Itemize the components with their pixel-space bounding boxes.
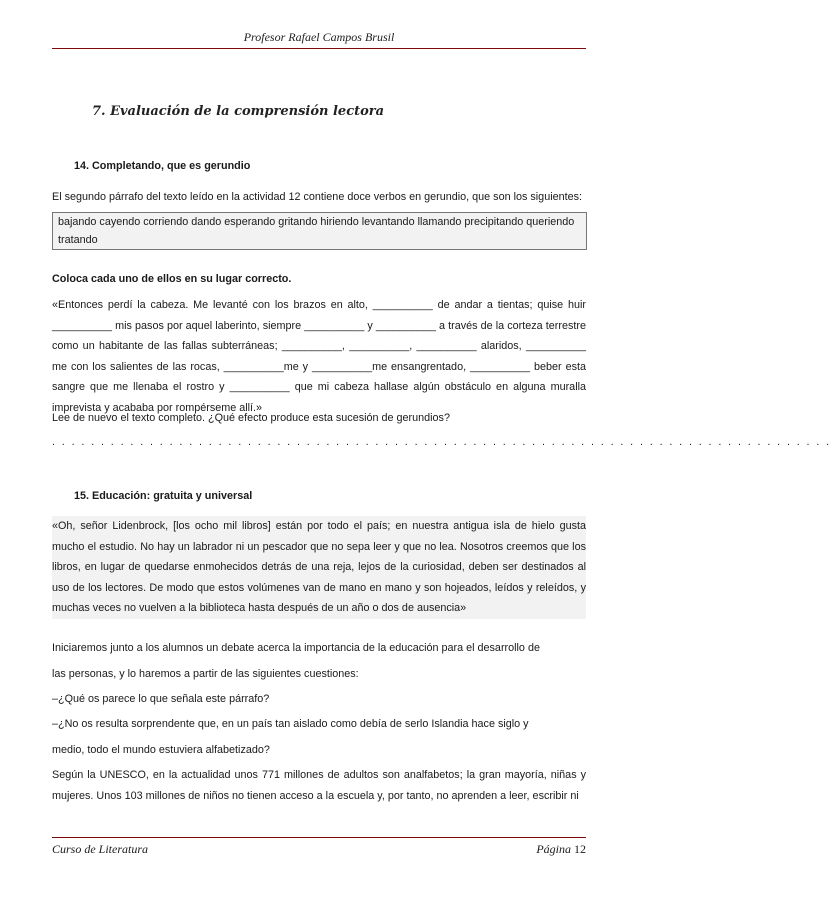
gerund-box-line-2: tratando [58, 234, 98, 246]
gerund-box [52, 212, 587, 250]
page-number: 12 [574, 842, 586, 856]
q15-quote: «Oh, señor Lidenbrock, [los ocho mil libros] están por todo el país; en nuestra antigua isla de hielo gusta mucho el estudio. No hay un labrador ni un pescador que no sepa leer y que no lea. Nosotros creemos que los libros, en lugar de quedarse enmohecidos detrás de una reja, lejos de la curiosidad, deben ser destinados al uso de los lectores. De modo que estos volúmenes van de mano en mano y son hojeados, leídos y releídos, y muchas veces no vuelven a la biblioteca hasta después de un año o dos de ausencia» [52, 516, 586, 619]
q14-question: Lee de nuevo el texto completo. ¿Qué efecto produce esta sucesión de gerundios? [52, 412, 450, 424]
answer-dots: . . . . . . . . . . . . . . . . . . . . . . . . . . . . . . . . . . . . . . . . . . . . . . . . . . . . . . . . . . . . . . . . . . . . . . . . . . . . . . . . [52, 436, 831, 448]
q15-paragraph-1: Iniciaremos junto a los alumnos un debate acerca la importancia de la educación para el desarrollo de [52, 642, 540, 654]
q15-question-1: –¿Qué os parece lo que señala este párrafo? [52, 693, 270, 705]
footer-rule [52, 837, 586, 838]
q14-instruction: Coloca cada uno de ellos en su lugar correcto. [52, 273, 292, 285]
q14-intro: El segundo párrafo del texto leído en la actividad 12 contiene doce verbos en gerundio, que son los siguientes: [52, 191, 583, 203]
q15-question-2: –¿No os resulta sorprendente que, en un país tan aislado como debía de serlo Islandia hace siglo y [52, 718, 529, 730]
gerund-box-line-1: bajando cayendo corriendo dando esperando gritando hiriendo levantando llamando precipitando queriendo [58, 216, 575, 228]
page-label: Página [536, 842, 571, 856]
q14-heading: 14. Completando, que es gerundio [74, 160, 251, 172]
q15-heading: 15. Educación: gratuita y universal [74, 490, 253, 502]
header-rule [52, 48, 586, 49]
footer-page [536, 842, 586, 857]
page-header: Profesor Rafael Campos Brusil [243, 30, 395, 44]
q15-unesco-paragraph: Según la UNESCO, en la actualidad unos 771 millones de adultos son analfabetos; la gran mayoría, niñas y mujeres. Unos 103 millones de niños no tienen acceso a la escuela y, por tanto, no aprenden a leer, escribir ni [52, 769, 586, 802]
q14-passage: «Entonces perdí la cabeza. Me levanté con los brazos en alto, __________ de andar a tientas; quise huir __________ mis pasos por aquel laberinto, siempre __________ y __________ a través de la corteza terrestre como un habitante de las fallas subterráneas; __________, __________, __________ alaridos, __________ me con los salientes de las rocas, __________me y __________me ensangrentado, __________ beber esta sangre que me llenaba el rostro y __________ que mi cabeza hallase algún obstáculo en alguna muralla imprevista y acababa por rompérseme allí.» [52, 299, 586, 414]
footer-course: Curso de Literatura [52, 842, 149, 856]
q15-question-2-cont: medio, todo el mundo estuviera alfabetizado? [52, 744, 270, 756]
q15-paragraph-2: las personas, y lo haremos a partir de las siguientes cuestiones: [52, 668, 359, 680]
section-title: 7. Evaluación de la comprensión lectora [92, 104, 385, 119]
